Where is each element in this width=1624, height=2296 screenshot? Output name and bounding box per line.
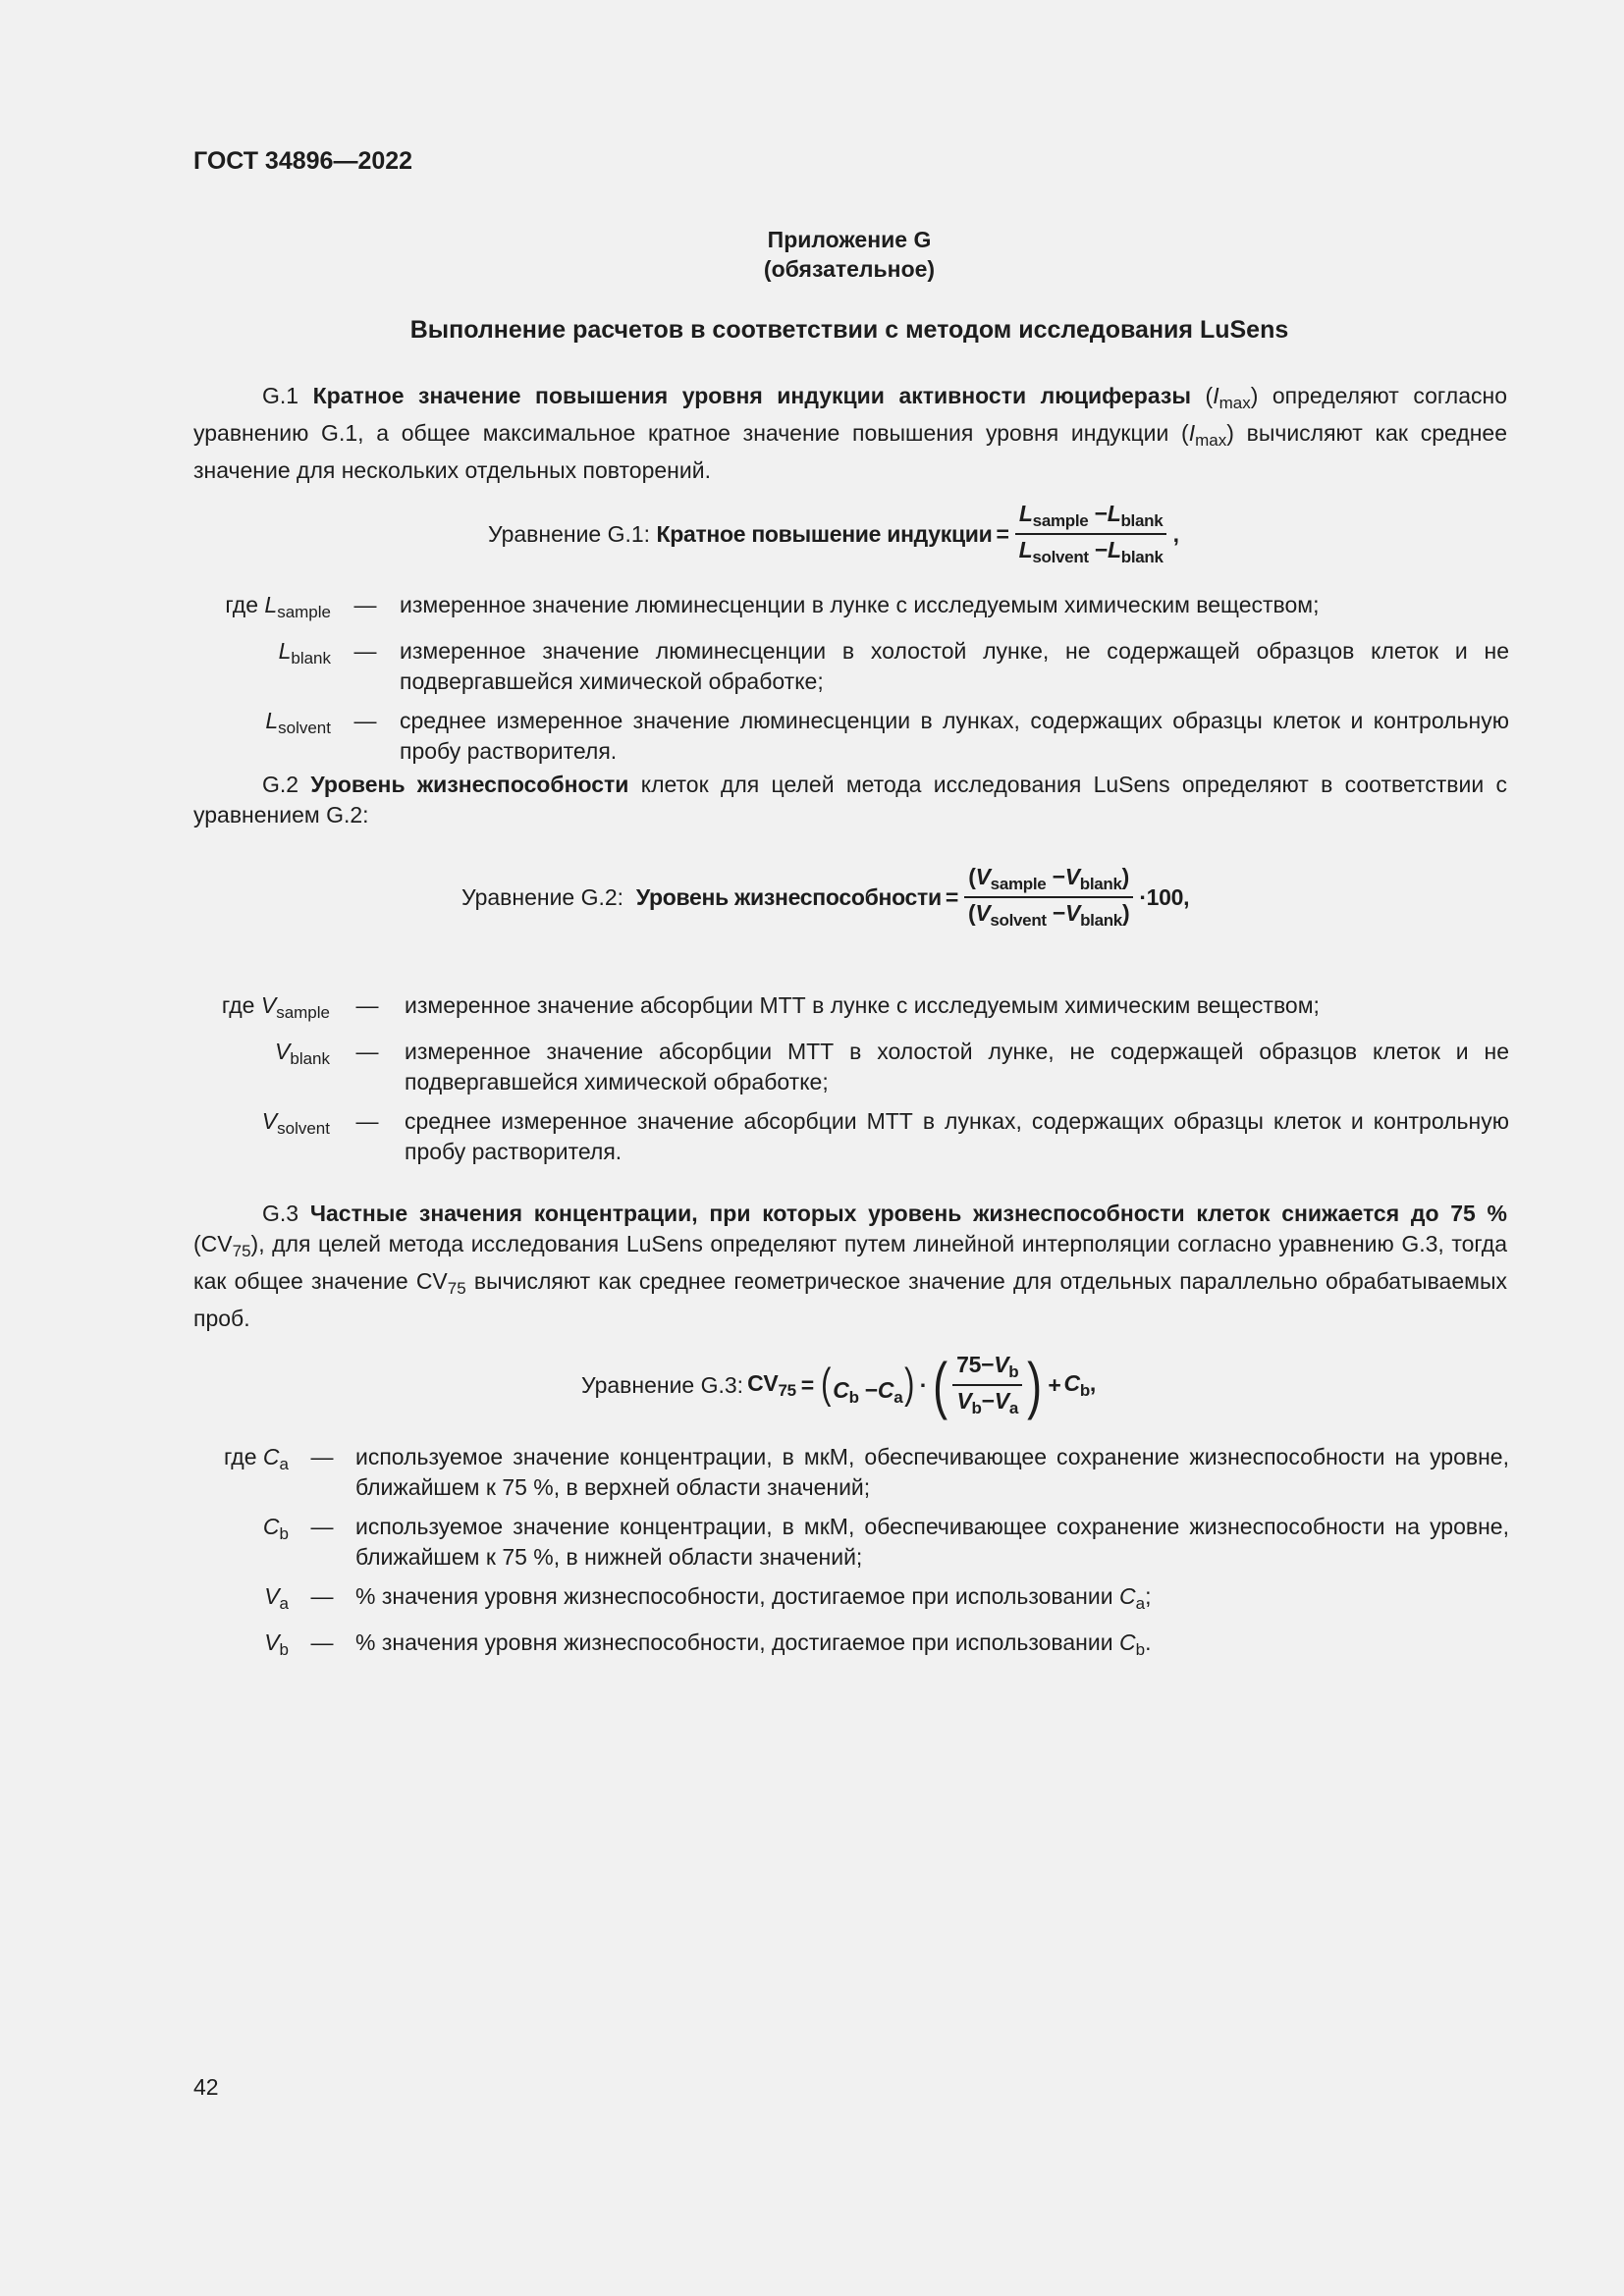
appendix-title: Приложение G	[767, 227, 932, 252]
document-code: ГОСТ 34896—2022	[193, 147, 413, 175]
paragraph-g1: G.1 Кратное значение повышения уровня индукции активности люциферазы $(I_{max})$ определяют согласно уравнению G.1, а общее максимальное кратное значение повышения уровня индукции $(I_{max})$ вычисляют как среднее значение для нескольких отдельных повторений.	[193, 383, 1507, 483]
definition-row: $V_a$ — % значения уровня жизнеспособности, достигаемое при использовании $C_a$;	[264, 1583, 1152, 1613]
section-title: Выполнение расчетов в соответствии с методом исследования LuSens	[409, 316, 1289, 344]
equation-fraction: $\frac{(V_{sample} -V_{blank})}{(V_{solvent} -V_{blank})}$	[964, 864, 1133, 931]
definition-row: где $L_{sample}$ — измеренное значение люминесценции в лунке с исследуемым химическим веществом;	[225, 592, 1320, 621]
equation-fraction: $\frac{L_{sample} -L_{blank}}{L_{solvent} -L_{blank}}$	[1015, 501, 1167, 567]
definition-row: $V_{solvent}$ — среднее измеренное значение абсорбции МТТ в лунках, содержащих образцы клеток и контрольную пробу растворителя.	[261, 1108, 1509, 1164]
appendix-heading	[0, 225, 1624, 284]
definition-row: $V_{blank}$ — измеренное значение абсорбции МТТ в холостой лунке, не содержащей образцов клеток и не подвергавшейся химической обработке;	[275, 1039, 1509, 1095]
definition-row: $V_b$ — % значения уровня жизнеспособности, достигаемое при использовании $C_b$.	[264, 1629, 1152, 1659]
definition-row: где $V_{sample}$ — измеренное значение абсорбции МТТ в лунке с исследуемым химическим веществом;	[221, 992, 1320, 1022]
equation-fraction: $\frac{75-V_b}{V_b-V_a}$	[952, 1352, 1022, 1418]
clause-number: G.3	[262, 1201, 299, 1226]
equation-lhs: Уровень жизнеспособности	[635, 883, 942, 910]
equation-g3: Уравнение G.3: $CV_{75}$ = $(C_b -C_a)$ · ( $\frac{75-V_b}{V_b-V_a}$ ) + $C_b$,	[581, 1350, 1097, 1420]
clause-term: Уровень жизнеспособности	[310, 772, 629, 797]
clause-number: G.2	[262, 772, 299, 797]
definition-row: где $C_a$ — используемое значение концентрации, в мкМ, обеспечивающее сохранение жизнеспособности на уровне, ближайшем к 75 %, в верхней области значений;	[223, 1444, 1509, 1500]
equation-lhs: Кратное повышение индукции	[656, 520, 993, 547]
definitions-g3	[193, 1442, 1509, 1674]
definitions-g2	[193, 990, 1509, 1176]
definition-row: $C_b$ — используемое значение концентрации, в мкМ, обеспечивающее сохранение жизнеспособности на уровне, ближайшем к 75 %, в нижней области значений;	[262, 1514, 1509, 1570]
clause-term: Кратное значение повышения уровня индукции активности люциферазы	[312, 383, 1191, 408]
definition-row: $L_{blank}$ — измеренное значение люминесценции в холостой лунке, не содержащей образцов клеток и не подвергавшейся химической обработке;	[278, 638, 1509, 694]
definitions-g1	[193, 590, 1509, 775]
paragraph-g2: G.2 Уровень жизнеспособности клеток для целей метода исследования LuSens определяют в соответствии с уравнением G.2:	[193, 772, 1508, 828]
page-number: 42	[193, 2074, 219, 2100]
clause-term: Частные значения концентрации, при которых уровень жизнеспособности клеток снижается до 75 %	[309, 1201, 1508, 1226]
paragraph-g3: G.3 Частные значения концентрации, при которых уровень жизнеспособности клеток снижается до 75 % $(CV_{75})$, для целей метода исследования LuSens определяют путем линейной интерполяции согласно уравнению G.3, тогда как общее значение $CV_{75}$ вычисляют как среднее геометрическое значение для отдельных параллельно обрабатываемых проб.	[193, 1201, 1508, 1331]
clause-number: G.1	[262, 383, 299, 408]
equation-label: Уравнение G.1:	[488, 520, 651, 547]
equation-g2: Уравнение G.2: Уровень жизнеспособности = $\frac{(V_{sample} -V_{blank})}{(V_{solvent} -V_{blank})}$ ·100,	[461, 864, 1190, 930]
equation-label: Уравнение G.3:	[581, 1371, 744, 1398]
definition-row: $L_{solvent}$ — среднее измеренное значение люминесценции в лунках, содержащих образцы клеток и контрольную пробу растворителя.	[265, 708, 1509, 764]
equation-g1: Уравнение G.1: Кратное повышение индукции = $\frac{L_{sample} -L_{blank}}{L_{solvent} -L_{blank}}$ ,	[488, 501, 1179, 566]
appendix-status: (обязательное)	[763, 256, 936, 282]
equation-label: Уравнение G.2:	[461, 883, 624, 910]
